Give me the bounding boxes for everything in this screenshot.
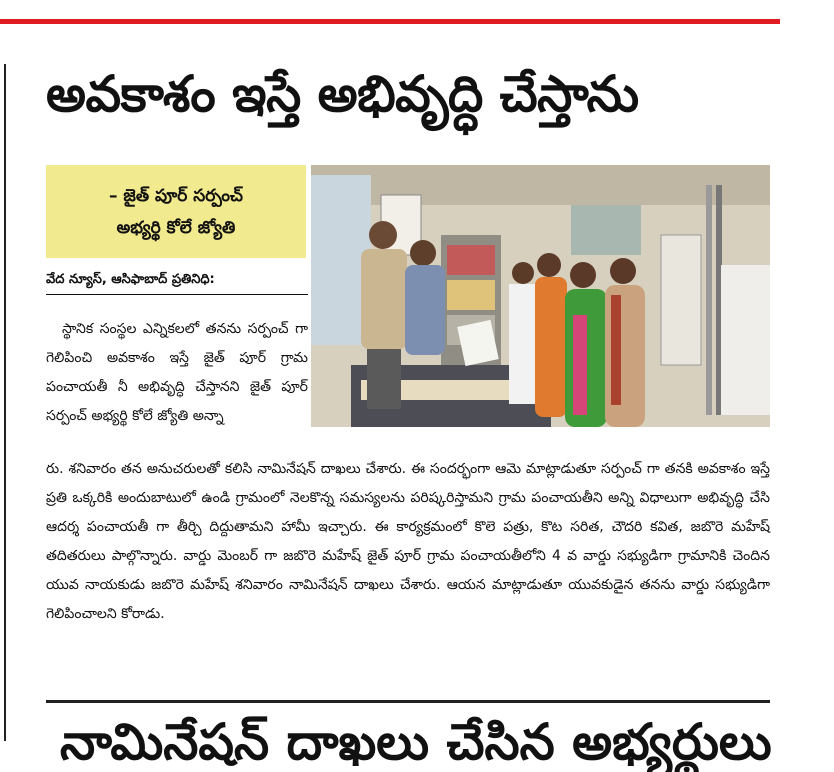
column-divider <box>4 64 6 741</box>
article-headline: అవకాశం ఇస్తే అభివృద్ధి చేస్తాను <box>46 65 639 123</box>
article-body: రు. శనివారం తన అనుచరులతో కలిసి నామినేషన్ దాఖలు చేశారు. ఈ సందర్భంగా ఆమె మాట్లాడుతూ సర్పంచ్ గా తనకి అవకాశం ఇస్తే ప్రతి ఒక్కరికి అందుబాటులో ఉండి గ్రామంలో నెలకొన్న సమస్యలను పరిష్కరిస్తామని గ్రామ పంచాయతీని అన్ని విధాలుగా అభివృద్ధి చేసి ఆదర్శ పంచాయతీ గా తీర్చి దిద్దుతామని హామీ ఇచ్చారు. ఈ కార్యక్రమంలో కొలె పత్రు, కొట సరిత, చౌదరి కవిత, జబొరె మహేష్ తదితరులు పాల్గొన్నారు. వార్డు మెంబర్ గా జబొరె మహేష్ జైత్ పూర్ గ్రామ పంచాయతీలోని 4 వ వార్డు సభ్యుడిగా గ్రామానికి చెందిన యువ నాయకుడు జబొరె మహేష్ శనివారం నామినేషన్ దాఖలు చేశారు. ఆయన మాట్లాడుతూ యువకుడైన తనను వార్డు సభ్యుడిగా గెలిపించాలని కోరాడు. <box>46 461 770 622</box>
news-photo <box>311 165 770 427</box>
byline: వేద న్యూస్, ఆసిఫాబాద్ ప్రతినిధి: <box>46 272 308 295</box>
callout-line-1: – జైత్ పూర్ సర్పంచ్ <box>109 185 243 206</box>
next-article-headline: నామినేషన్ దాఖలు చేసిన అభ్యర్థులు <box>60 713 772 771</box>
nomination-photo-illustration <box>311 165 770 427</box>
callout-line-2: అభ్యర్థి కోలే జ్యోతి <box>116 217 236 238</box>
next-article-headline-clip <box>60 712 780 771</box>
lead-paragraph: స్థానిక సంస్థల ఎన్నికలలో తనను సర్పంచ్ గా గెలిపించి అవకాశం ఇస్తే జైత్ పూర్ గ్రామ పంచాయతీ నీ అభివృద్ధి చేస్తానని జైత్ పూర్ సర్పంచ్ అభ్యర్థి కోలే జ్యోతి అన్నా <box>46 321 308 424</box>
callout-box <box>46 165 306 258</box>
section-divider <box>46 700 770 703</box>
top-red-rule <box>0 19 780 24</box>
